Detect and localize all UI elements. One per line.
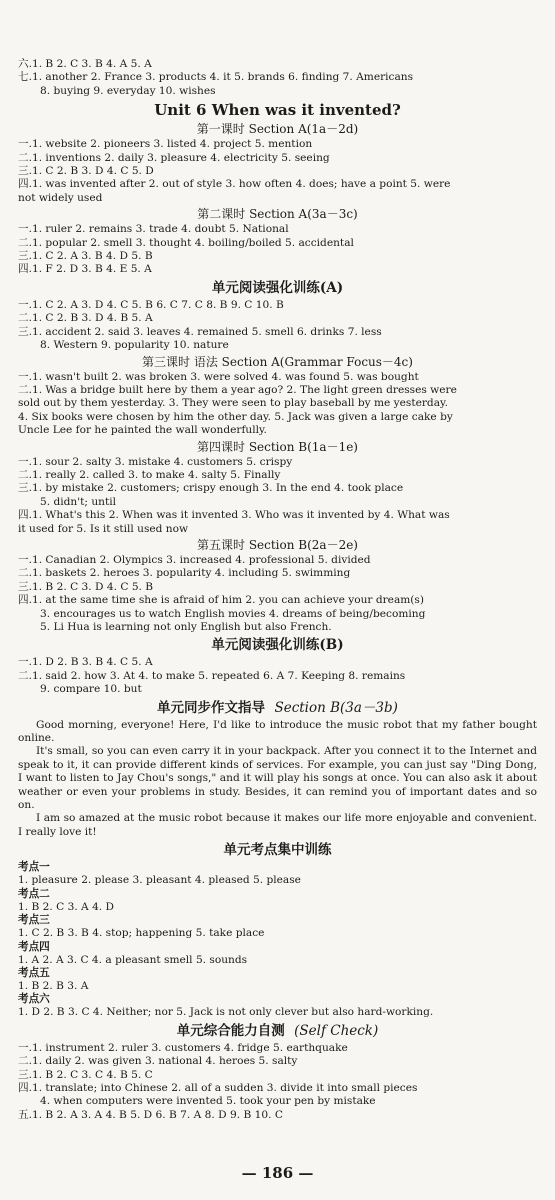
- answer-line: 9. compare 10. but: [40, 683, 142, 696]
- answer-line: 1. C 2. B 3. B 4. stop; happening 5. take place: [18, 927, 265, 940]
- answer-line: 1. A 2. A 3. C 4. a pleasant smell 5. sounds: [18, 953, 248, 966]
- answer-line: 三.1. C 2. B 3. D 4. C 5. D: [18, 165, 154, 178]
- answer-line: 六.1. B 2. C 3. B 4. A 5. A: [18, 58, 152, 70]
- answer-line: 三.1. B 2. C 3. D 4. C 5. B: [18, 580, 154, 593]
- answer-line: 一.1. website 2. pioneers 3. listed 4. project 5. mention: [18, 138, 313, 151]
- key-point-head: 考点二: [18, 887, 50, 900]
- answer-line: 二.1. C 2. B 3. D 4. B 5. A: [18, 312, 153, 325]
- essay-paragraph: It's small, so you can even carry it in your backpack. After you connect it to the Internet and speak to it, it can provide different kinds of services. For example, you can just say "Ding Dong, I want to listen to Jay Chou's songs," and it will play his songs at once. You can also ask it about weather or even your problems in study. Besides, it can remind you of important dates and so on.: [18, 745, 537, 812]
- answer-line: 三.1. by mistake 2. customers; crispy enough 3. In the end 4. took place: [18, 482, 404, 495]
- answer-line: 五.1. B 2. A 3. A 4. B 5. D 6. B 7. A 8. D 9. B 10. C: [18, 1108, 283, 1121]
- section-title: [18, 1022, 537, 1040]
- answer-line: 4. Six books were chosen by him the other day. 5. Jack was given a large cake by: [18, 410, 453, 423]
- answer-line: 一.1. Canadian 2. Olympics 3. increased 4. professional 5. divided: [18, 553, 371, 566]
- answer-line: 二.1. popular 2. smell 3. thought 4. boiling/boiled 5. accidental: [18, 236, 354, 249]
- self-check-title: 单元综合能力自测: [176, 1022, 285, 1039]
- section-title: 第二课时 Section A(3a－3c): [197, 207, 358, 222]
- answer-line: 一.1. wasn't built 2. was broken 3. were solved 4. was found 5. was bought: [18, 370, 419, 383]
- self-check-sub: (Self Check): [294, 1022, 379, 1039]
- section-title: 第四课时 Section B(1a－1e): [197, 439, 358, 454]
- answer-line: 3. encourages us to watch English movies 4. dreams of being/becoming: [40, 607, 426, 620]
- section-title: 第五课时 Section B(2a－2e): [197, 537, 358, 552]
- answer-line: 1. B 2. C 3. A 4. D: [18, 900, 115, 913]
- key-point-head: 考点一: [18, 861, 50, 874]
- section-4: [18, 439, 537, 536]
- answer-line: 四.1. was invented after 2. out of style 3. how often 4. does; have a point 5. were: [18, 178, 451, 191]
- answer-line: 二.1. Was a bridge built here by them a year ago? 2. The light green dresses were: [18, 383, 457, 396]
- section-title: 单元考点集中训练: [223, 842, 332, 859]
- answer-line: 四.1. What's this 2. When was it invented 3. Who was it invented by 4. What was: [18, 509, 450, 522]
- answer-line: 8. buying 9. everyday 10. wishes: [40, 84, 216, 97]
- self-check: [18, 1022, 537, 1122]
- key-point-head: 考点三: [18, 914, 50, 927]
- answer-line: sold out by them yesterday. 3. They were seen to play baseball by me yesterday.: [18, 397, 448, 410]
- section-title: 第一课时 Section A(1a－2d): [196, 122, 359, 137]
- reading-b: [18, 636, 537, 696]
- answer-line: 二.1. inventions 2. daily 3. pleasure 4. electricity 5. seeing: [18, 151, 330, 164]
- answer-line: 一.1. D 2. B 3. B 4. C 5. A: [18, 656, 153, 669]
- key-point-head: 考点六: [18, 993, 50, 1006]
- answer-line: 三.1. B 2. C 3. C 4. B 5. C: [18, 1068, 153, 1081]
- answer-line: 1. pleasure 2. please 3. pleasant 4. pleased 5. please: [18, 874, 301, 887]
- writing-title-sub: Section B(3a－3b): [274, 699, 398, 716]
- section-2: [18, 206, 537, 277]
- section-title: 单元阅读强化训练(B): [211, 637, 344, 654]
- unit-title: Unit 6 When was it invented?: [154, 101, 401, 120]
- key-point-head: 考点四: [18, 940, 50, 953]
- answer-line: 一.1. instrument 2. ruler 3. customers 4. fridge 5. earthquake: [18, 1041, 348, 1054]
- section-title: 单元阅读强化训练(A): [211, 279, 344, 296]
- essay-paragraph: I am so amazed at the music robot because it makes our life more enjoyable and convenient. I really love it!: [18, 812, 537, 838]
- key-points: [18, 841, 537, 1019]
- answer-line: not widely used: [18, 191, 103, 204]
- answer-line: 1. D 2. B 3. C 4. Neither; nor 5. Jack is not only clever but also hard-working.: [18, 1006, 434, 1019]
- answer-line: Uncle Lee for he painted the wall wonderfully.: [18, 424, 267, 437]
- answer-line: 5. Li Hua is learning not only English but also French.: [40, 621, 332, 633]
- section-1: [18, 121, 537, 205]
- answer-line: 三.1. accident 2. said 3. leaves 4. remained 5. smell 6. drinks 7. less: [18, 325, 382, 338]
- answer-line: 一.1. C 2. A 3. D 4. C 5. B 6. C 7. C 8. B 9. C 10. B: [18, 298, 284, 311]
- top-lines: [18, 58, 537, 98]
- answer-line: 二.1. really 2. called 3. to make 4. salty 5. Finally: [18, 468, 281, 481]
- answer-line: 二.1. daily 2. was given 3. national 4. heroes 5. salty: [18, 1055, 298, 1068]
- answer-line: 三.1. C 2. A 3. B 4. D 5. B: [18, 250, 153, 263]
- answer-line: it used for 5. Is it still used now: [18, 522, 189, 535]
- section-title: 第三课时 语法 Section A(Grammar Focus－4c): [142, 354, 413, 369]
- section-title: [18, 699, 537, 717]
- writing-guide: [18, 699, 537, 840]
- page-number: — 186 —: [241, 1164, 314, 1182]
- answer-line: 四.1. translate; into Chinese 2. all of a sudden 3. divide it into small pieces: [18, 1081, 418, 1094]
- key-point-head: 考点五: [18, 966, 50, 979]
- section-3: [18, 354, 537, 438]
- answer-line: 七.1. another 2. France 3. products 4. it 5. brands 6. finding 7. Americans: [18, 71, 414, 84]
- section-5: [18, 537, 537, 634]
- essay-paragraph: Good morning, everyone! Here, I'd like to introduce the music robot that my father bought online.: [18, 718, 537, 745]
- answer-line: 1. B 2. B 3. A: [18, 979, 89, 992]
- answer-line: 4. when computers were invented 5. took your pen by mistake: [40, 1095, 376, 1108]
- answer-line: 四.1. F 2. D 3. B 4. E 5. A: [18, 263, 152, 276]
- answer-line: 8. Western 9. popularity 10. nature: [40, 339, 229, 352]
- answer-line: 四.1. at the same time she is afraid of him 2. you can achieve your dream(s): [18, 594, 425, 607]
- answer-line: 5. didn't; until: [40, 495, 117, 508]
- writing-title: 单元同步作文指导: [157, 699, 266, 716]
- answer-line: 一.1. ruler 2. remains 3. trade 4. doubt 5. National: [18, 223, 289, 236]
- answer-line: 二.1. baskets 2. heroes 3. popularity 4. including 5. swimming: [18, 567, 351, 580]
- answer-line: 一.1. sour 2. salty 3. mistake 4. customers 5. crispy: [18, 455, 293, 468]
- answer-line: 二.1. said 2. how 3. At 4. to make 5. repeated 6. A 7. Keeping 8. remains: [18, 669, 406, 682]
- reading-a: [18, 279, 537, 353]
